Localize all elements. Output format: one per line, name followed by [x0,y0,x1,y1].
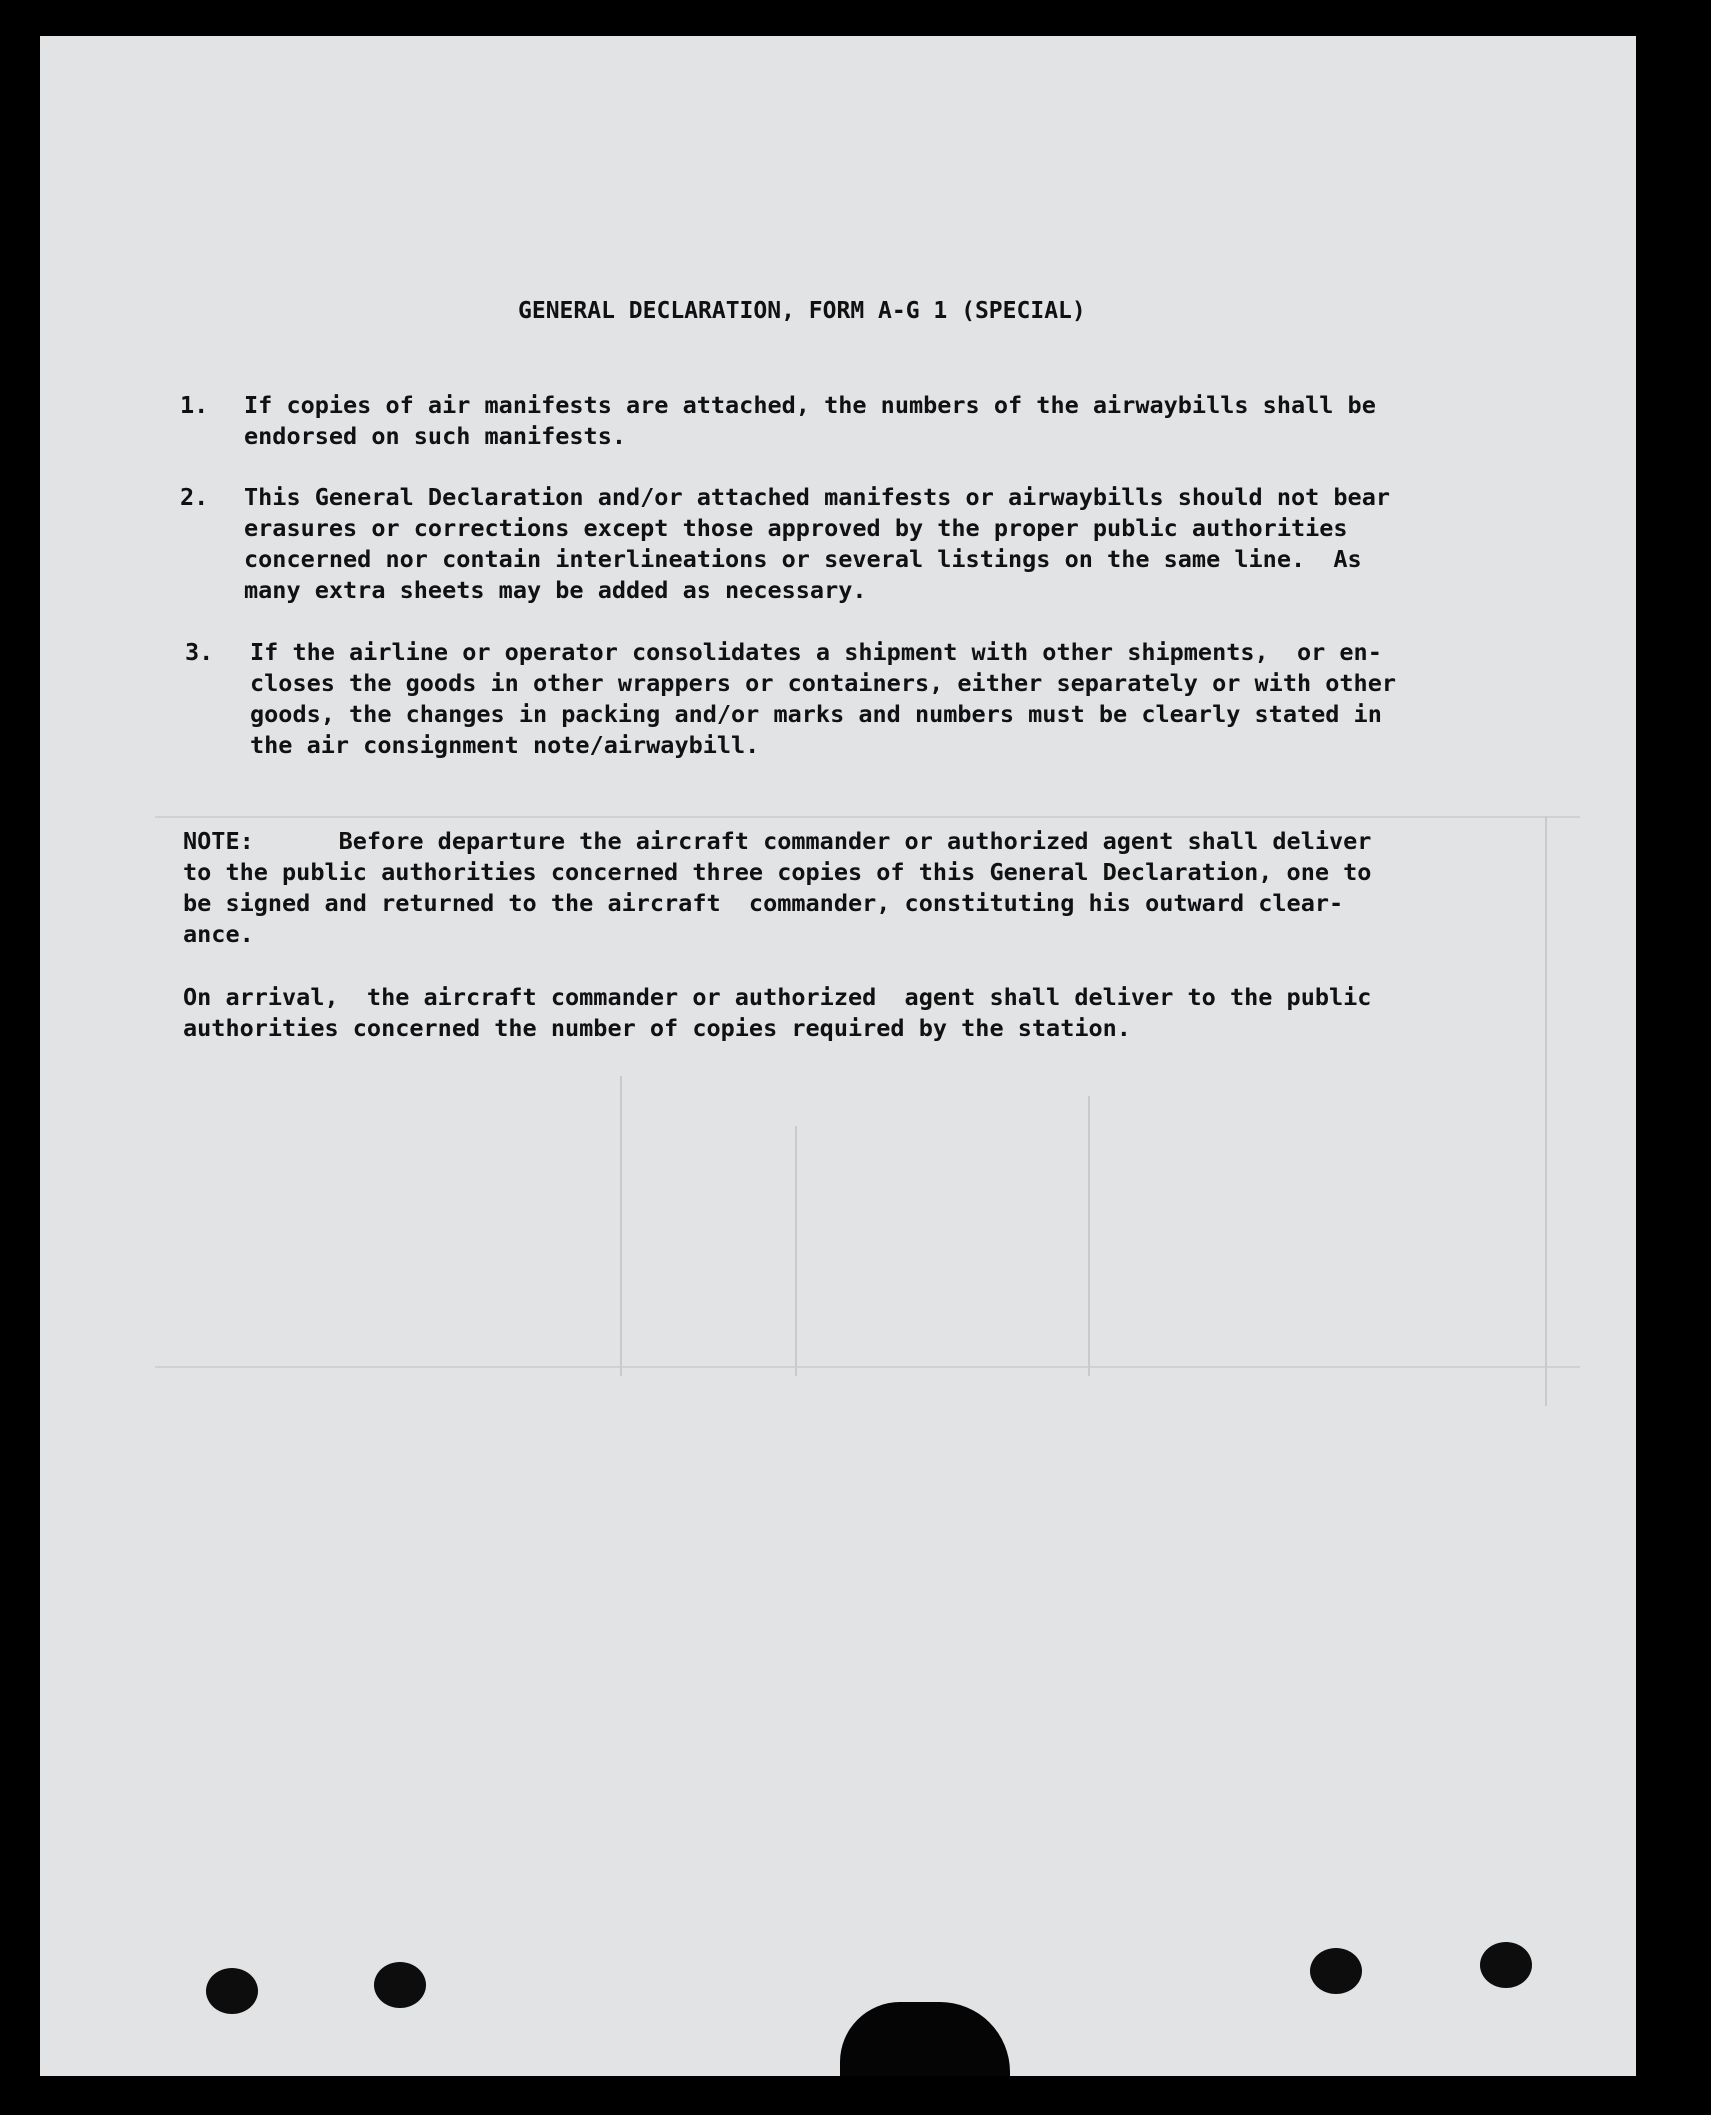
item-line: goods, the changes in packing and/or marks and numbers must be clearly stated in [250,700,1382,728]
item-line: erasures or corrections except those approved by the proper public authorities [244,514,1348,542]
note-line: to the public authorities concerned three copies of this General Declaration, one to [183,858,1372,886]
show-through-rule [795,1126,797,1376]
item-line: This General Declaration and/or attached manifests or airwaybills should not bear [244,483,1391,511]
document-title: GENERAL DECLARATION, FORM A-G 1 (SPECIAL) [518,298,1086,324]
punch-hole [1310,1948,1362,1994]
punch-hole [1480,1942,1532,1988]
punch-hole [374,1962,426,2008]
document-page [40,36,1636,2076]
item-number: 2. [180,483,209,511]
note-line: ance. [183,920,254,948]
show-through-rule [155,1366,1580,1368]
show-through-rule [155,816,1580,818]
item-number: 1. [180,391,209,419]
show-through-rule [620,1076,622,1376]
item-line: many extra sheets may be added as necessary. [244,576,867,604]
scan-artifact [840,2002,1010,2076]
note-line: be signed and returned to the aircraft commander, constituting his outward clear- [183,889,1344,917]
item-line: closes the goods in other wrappers or containers, either separately or with other [250,669,1397,697]
item-line: the air consignment note/airwaybill. [250,731,760,759]
show-through-rule [1088,1096,1090,1376]
item-number: 3. [185,638,214,666]
arrival-line: On arrival, the aircraft commander or authorized agent shall deliver to the public [183,983,1372,1011]
item-line: endorsed on such manifests. [244,422,627,450]
item-line: concerned nor contain interlineations or several listings on the same line. As [244,545,1362,573]
show-through-rule [1545,816,1547,1406]
item-line: If copies of air manifests are attached, the numbers of the airwaybills shall be [244,391,1376,419]
note-line: NOTE: Before departure the aircraft commander or authorized agent shall deliver [183,827,1372,855]
item-line: If the airline or operator consolidates a shipment with other shipments, or en- [250,638,1382,666]
arrival-line: authorities concerned the number of copies required by the station. [183,1014,1131,1042]
punch-hole [206,1968,258,2014]
